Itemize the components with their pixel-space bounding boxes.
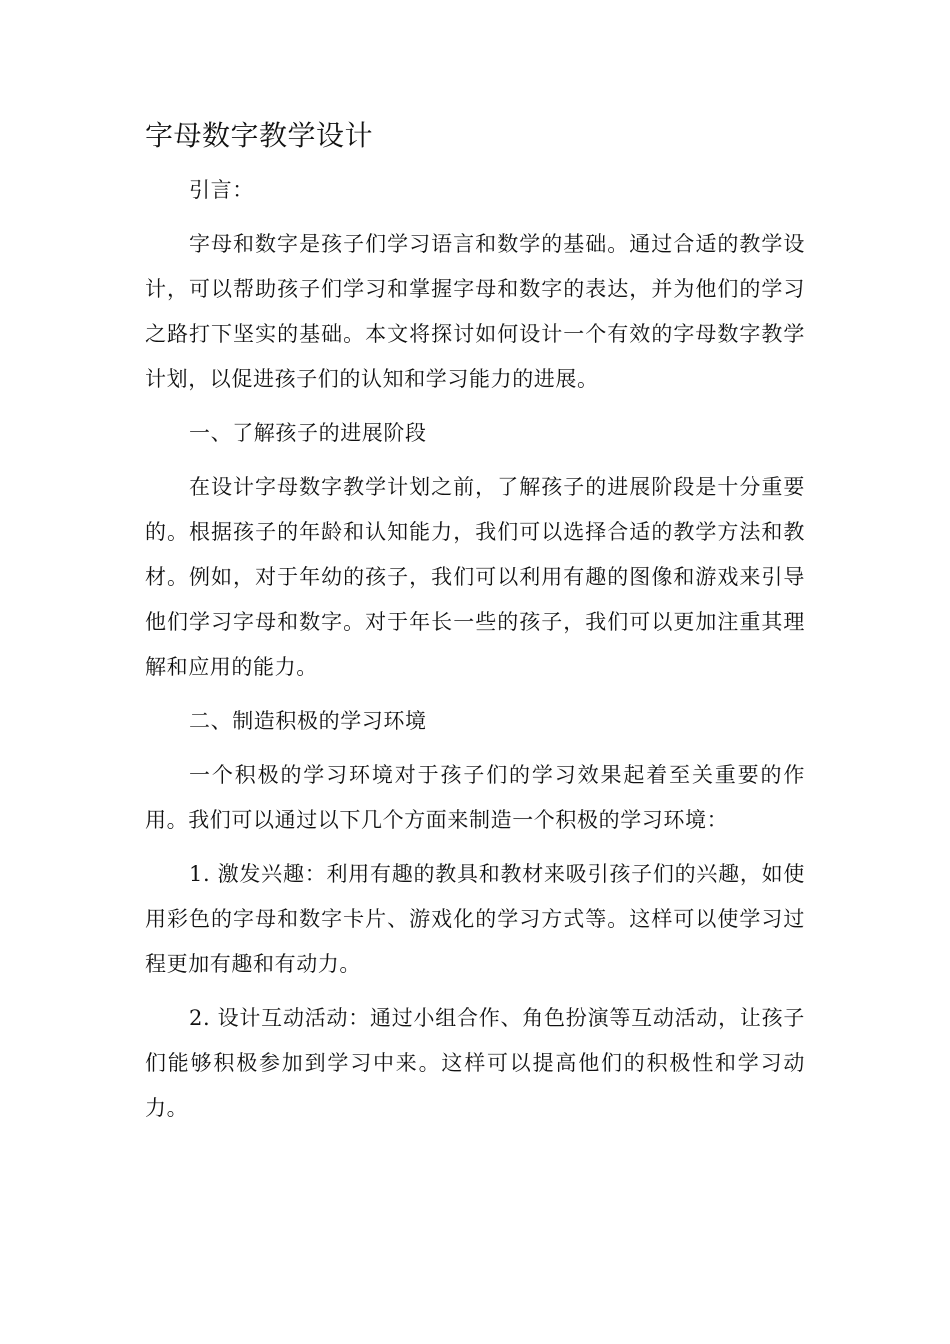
paragraph-intro: 字母和数字是孩子们学习语言和数学的基础。通过合适的教学设计，可以帮助孩子们学习和掌握字母和数字的表达，并为他们的学习之路打下坚实的基础。本文将探讨如何设计一个有效的字母数字教学计划，以促进孩子们的认知和学习能力的进展。 <box>145 232 805 391</box>
paragraph-section-1: 在设计字母数字教学计划之前，了解孩子的进展阶段是十分重要的。根据孩子的年龄和认知能力，我们可以选择合适的教学方法和教材。例如，对于年幼的孩子，我们可以利用有趣的图像和游戏来引导他们学习字母和数字。对于年长一些的孩子，我们可以更加注重其理解和应用的能力。 <box>145 475 805 679</box>
list-item-2: 2. 设计互动活动：通过小组合作、角色扮演等互动活动，让孩子们能够积极参加到学习中来。这样可以提高他们的积极性和学习动力。 <box>145 1006 805 1120</box>
document-title: 字母数字教学设计 <box>145 119 374 152</box>
paragraph-section-2: 一个积极的学习环境对于孩子们的学习效果起着至关重要的作用。我们可以通过以下几个方面来制造一个积极的学习环境： <box>145 763 805 832</box>
list-item-1: 1. 激发兴趣：利用有趣的教具和教材来吸引孩子们的兴趣，如使用彩色的字母和数字卡片、游戏化的学习方式等。这样可以使学习过程更加有趣和有动力。 <box>145 862 805 976</box>
paragraph-intro-label: 引言： <box>189 178 254 202</box>
section-heading-2: 二、制造积极的学习环境 <box>189 709 427 733</box>
document-body <box>145 112 805 1131</box>
section-heading-1: 一、了解孩子的进展阶段 <box>189 421 427 445</box>
